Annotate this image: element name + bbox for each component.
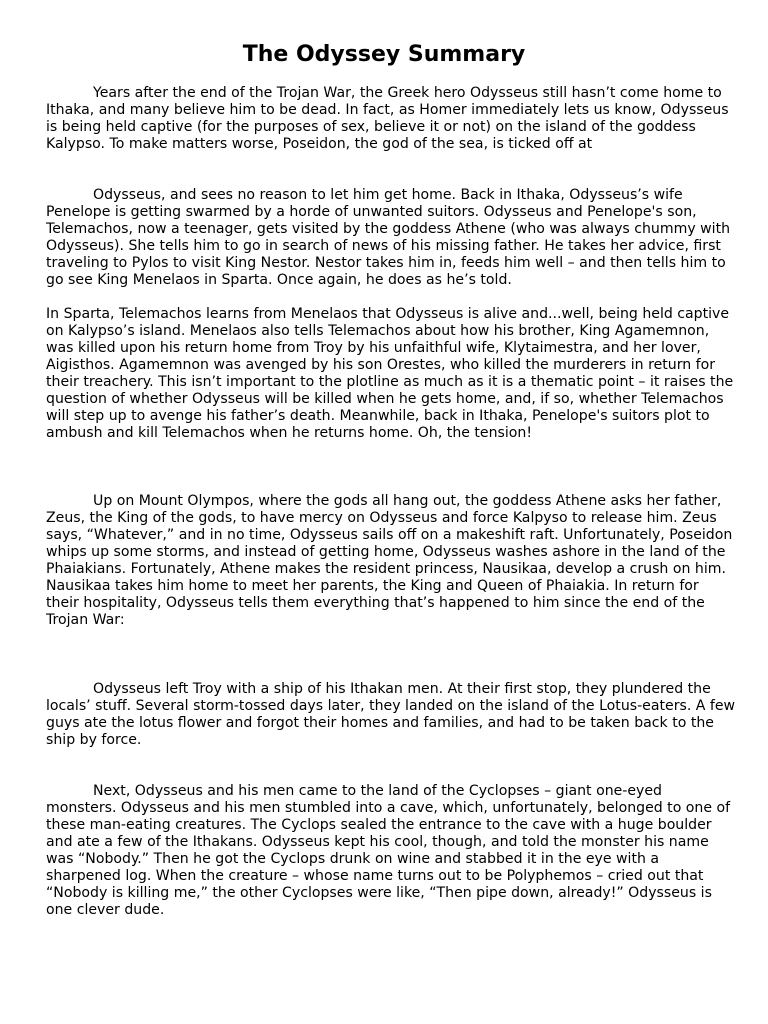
paragraph-mount-olympos: Up on Mount Olympos, where the gods all hang out, the goddess Athene asks her father, Zeus, the King of the gods, to have mercy on Odysseus and force Kalpyso to release him. Zeus says, “Whatever,” and in no time, Odysseus sails off on a makeshift raft. Unfortunately, Poseidon whips up some storms, and instead of getting home, Odysseus washes ashore in the land of the Phaiakians. Fortunately, Athene makes the resident princess, Nausikaa, develop a crush on him. Nausikaa takes him home to meet her parents, the King and Queen of Phaiakia. In return for their hospitality, Odysseus tells them everything that’s happened to him since the end of the Trojan War:	[46, 493, 733, 628]
paragraph-cyclopses: Next, Odysseus and his men came to the land of the Cyclopses – giant one-eyed monsters. Odysseus and his men stumbled into a cave, which, unfortunately, belonged to one of these man-eating creatures. The Cyclops sealed the entrance to the cave with a huge boulder and ate a few of the Ithakans. Odysseus kept his cool, though, and told the monster his name was “Nobody.” Then he got the Cyclops drunk on wine and stabbed it in the eye with a sharpened log. When the creature – whose name turns out to be Polyphemos – cried out that “Nobody is killing me,” the other Cyclopses were like, “Then pipe down, already!” Odysseus is one clever dude.	[46, 783, 731, 918]
document-title: The Odyssey Summary	[242, 42, 526, 67]
paragraph-telemachos-journey: Odysseus, and sees no reason to let him get home. Back in Ithaka, Odysseus’s wife Penelope is getting swarmed by a horde of unwanted suitors. Odysseus and Penelope's son, Telemachos, now a teenager, gets visited by the goddess Athene (who was always chummy with Odysseus). She tells him to go in search of news of his missing father. He takes her advice, first traveling to Pylos to visit King Nestor. Nestor takes him in, feeds him well – and then tells him to go see King Menelaos in Sparta. Once again, he does as he’s told.	[46, 187, 731, 288]
paragraph-trojan-war-aftermath: Years after the end of the Trojan War, the Greek hero Odysseus still hasn’t come home to Ithaka, and many believe him to be dead. In fact, as Homer immediately lets us know, Odysseus is being held captive (for the purposes of sex, believe it or not) on the island of the goddess Kalypso. To make matters worse, Poseidon, the god of the sea, is ticked off at	[46, 85, 729, 152]
paragraph-lotus-eaters: Odysseus left Troy with a ship of his Ithakan men. At their first stop, they plundered the locals’ stuff. Several storm-tossed days later, they landed on the island of the Lotus-eaters. A few guys ate the lotus flower and forgot their homes and families, and had to be taken back to the ship by force.	[46, 681, 736, 748]
paragraph-sparta: In Sparta, Telemachos learns from Menelaos that Odysseus is alive and...well, being held captive on Kalypso’s island. Menelaos also tells Telemachos about how his brother, King Agamemnon, was killed upon his return home from Troy by his unfaithful wife, Klytaimestra, and her lover, Aigisthos. Agamemnon was avenged by his son Orestes, who killed the murderers in return for their treachery. This isn’t important to the plotline as much as it is a thematic point – it raises the question of whether Odysseus will be killed when he gets home, and, if so, whether Telemachos will step up to avenge his father’s death. Meanwhile, back in Ithaka, Penelope's suitors plot to ambush and kill Telemachos when he returns home. Oh, the tension!	[46, 306, 734, 441]
